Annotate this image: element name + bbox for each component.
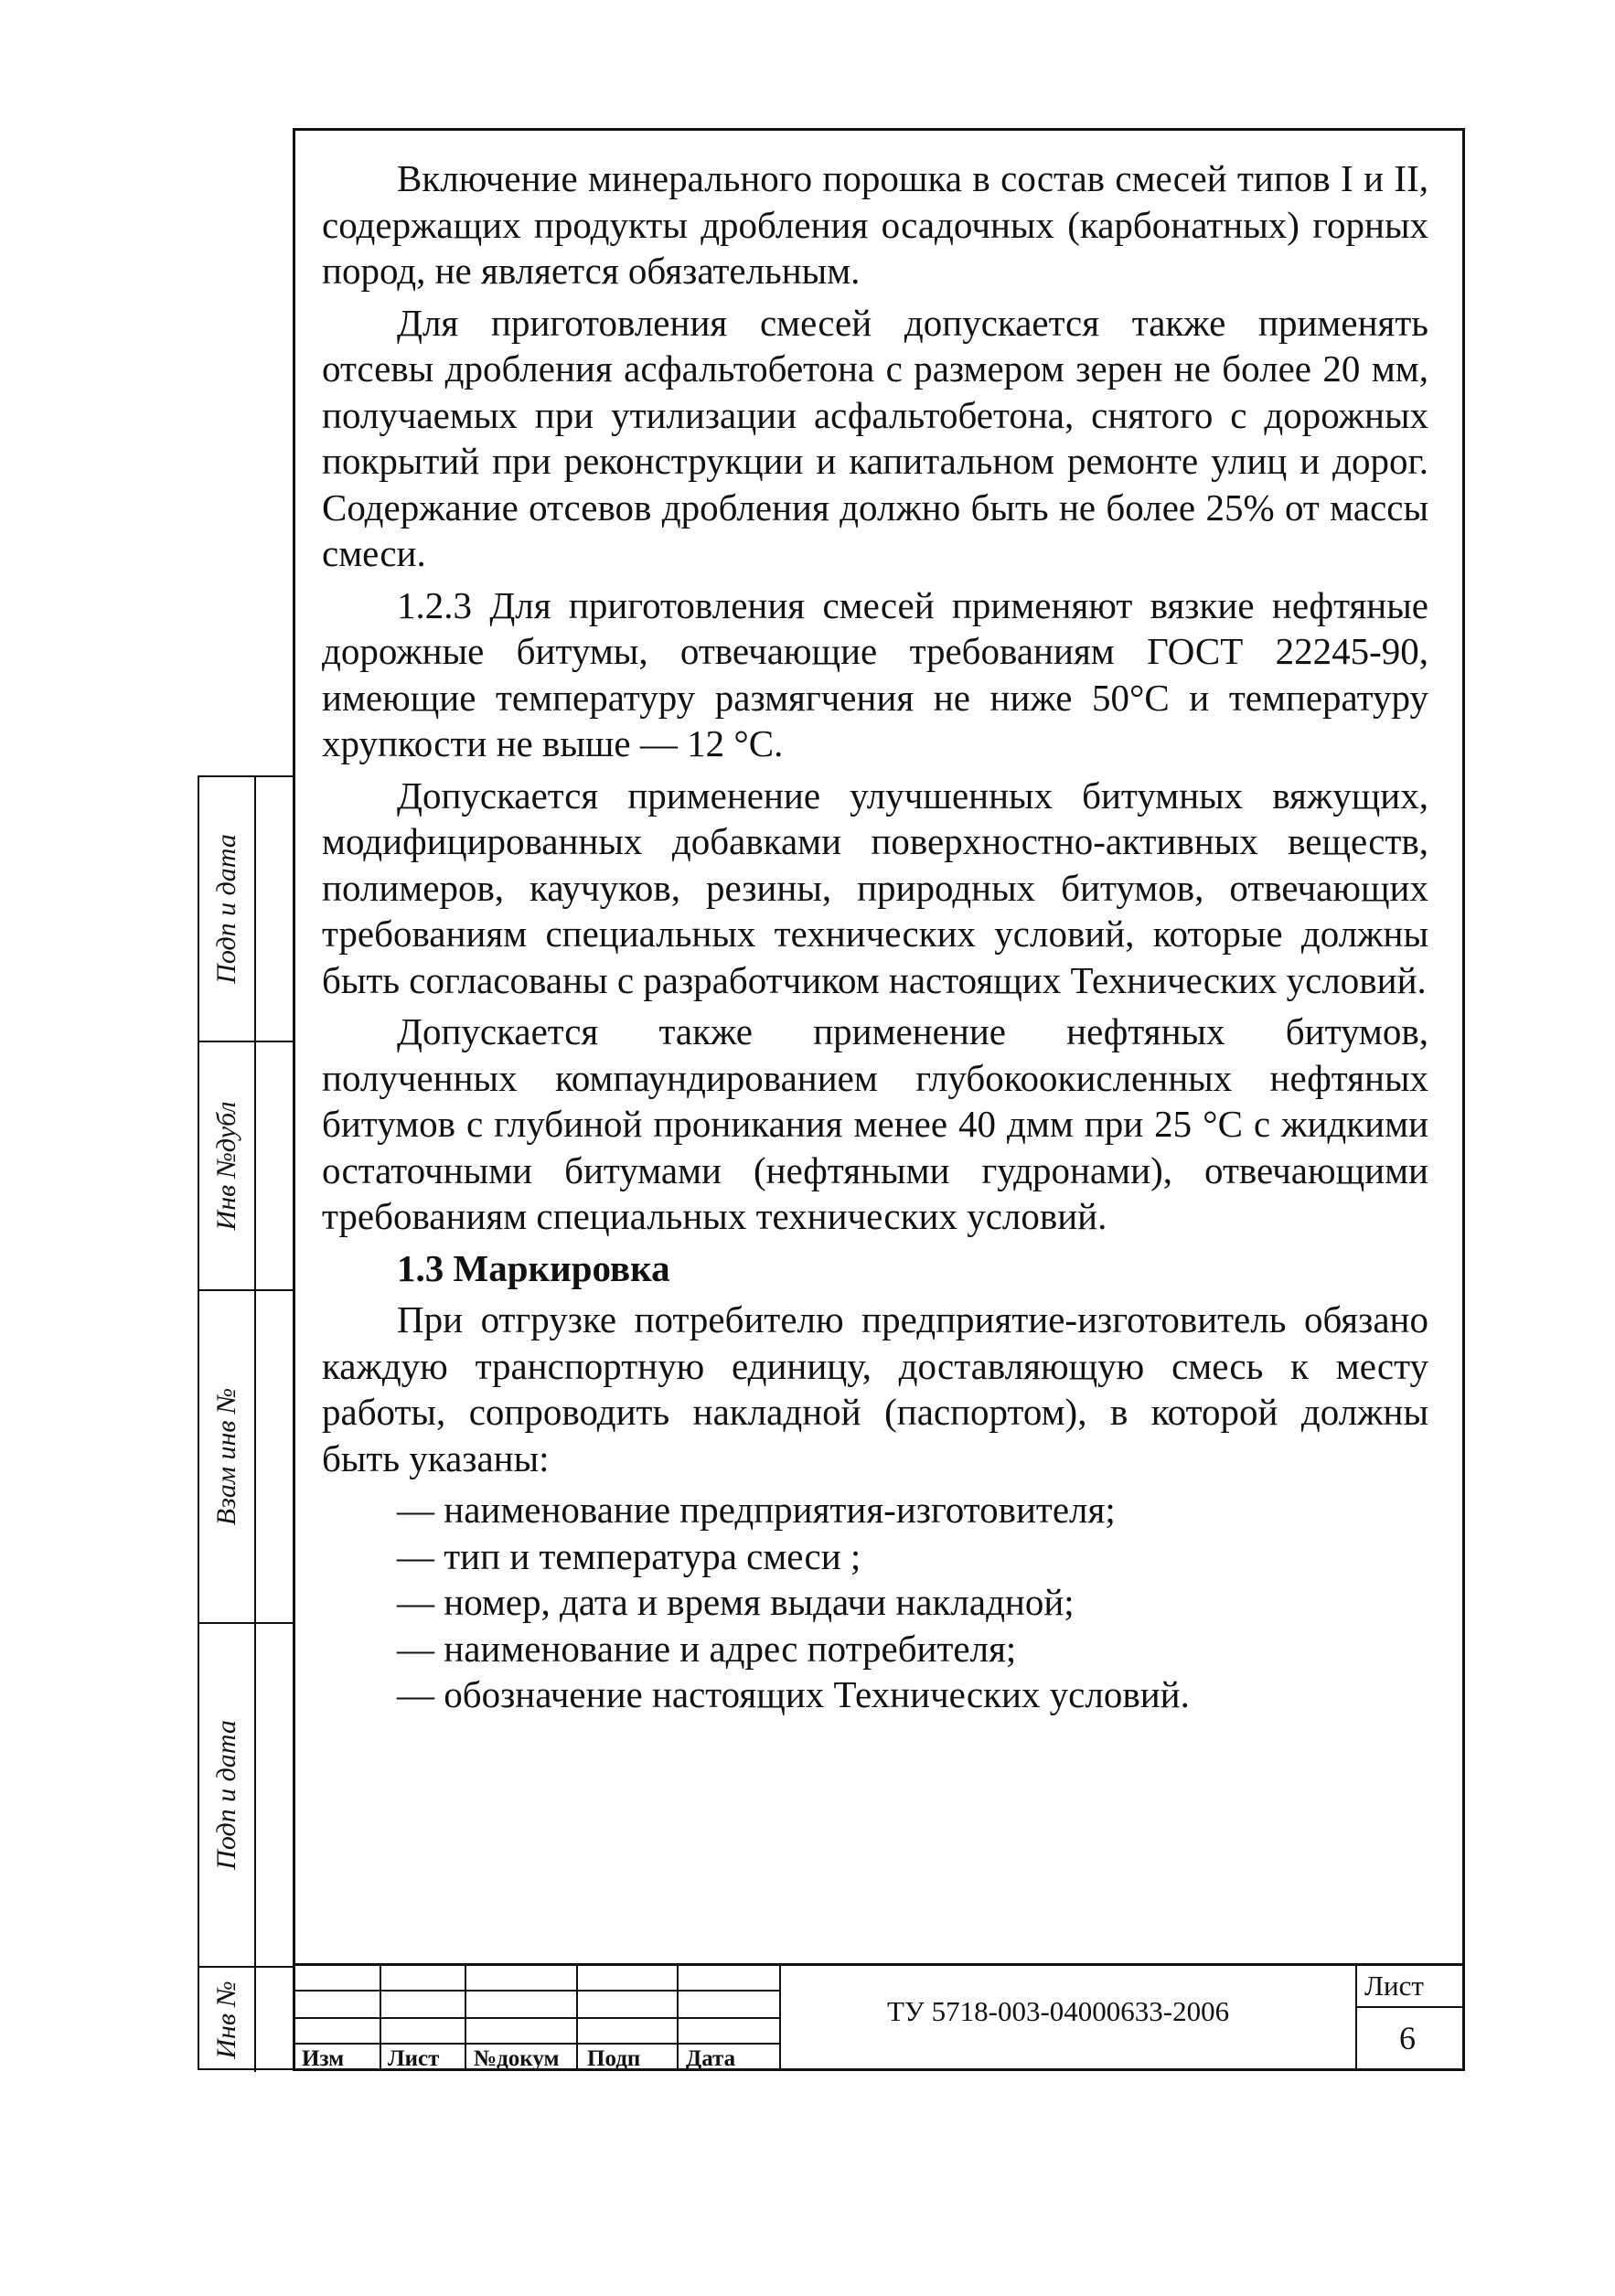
sheet-label: Лист	[1364, 1970, 1424, 2002]
stamp-label-date: Дата	[686, 2046, 736, 2071]
side-cell-inv	[199, 1966, 293, 2072]
list-item: — наименование предприятия-изготовителя;	[397, 1489, 1116, 1531]
list-item: — тип и температура смеси ;	[397, 1534, 861, 1577]
list-item: — наименование и адрес потребителя;	[397, 1627, 1017, 1670]
paragraph-4: Допускается применение улучшенных битумных вяжущих, модифицированных добавками поверхностно-активных веществ, полимеров, каучуков, резины, природных битумов, отвечающих требованиям специальных технических условий, которые должны быть согласованы с разработчиком настоящих Технических условий.	[322, 774, 1428, 1001]
stamp-label-signature: Подп	[587, 2046, 641, 2071]
side-cell-sign-date-2	[199, 1622, 293, 1966]
side-cell-dup-inv	[199, 1041, 293, 1289]
section-heading: 1.3 Маркировка	[397, 1246, 670, 1289]
side-cell-sign-date	[199, 777, 293, 1041]
list-item: — номер, дата и время выдачи накладной;	[397, 1581, 1075, 1623]
side-label: Подп и дата	[211, 1720, 241, 1870]
side-label: Инв №дубл	[211, 1101, 241, 1231]
document-code: ТУ 5718-003-04000633-2006	[887, 1995, 1230, 2027]
side-label: Подп и дата	[211, 834, 241, 984]
side-cell-replace-inv	[199, 1289, 293, 1622]
document-body	[322, 155, 1428, 1718]
paragraph-2: Для приготовления смесей допускается также применять отсевы дробления асфальтобетона с размером зерен не более 20 мм, получаемых при утилизации асфальтобетона, снятого с дорожных покрытий при реконструкции и капитальном ремонте улиц и дорог. Содержание отсевов дробления должно быть не более 25% от массы смеси.	[322, 301, 1428, 574]
stamp-label-sheet: Лист	[388, 2046, 440, 2071]
stamp-label-doc-number: №докум	[474, 2046, 560, 2071]
paragraph-1: Включение минерального порошка в состав смесей типов I и II, содержащих продукты дробления осадочных (карбонатных) горных пород, не является обязательным.	[322, 157, 1428, 292]
paragraph-6: При отгрузке потребителю предприятие-изготовитель обязано каждую транспортную единицу, доставляющую смесь к месту работы, сопроводить накладной (паспортом), в которой должны быть указаны:	[322, 1298, 1428, 1479]
title-block	[293, 1963, 1465, 2071]
side-label: Взам инв №	[211, 1387, 241, 1526]
sheet-number: 6	[1399, 2020, 1416, 2056]
side-label: Инв №	[211, 1981, 241, 2059]
stamp-label-change: Изм	[302, 2046, 345, 2071]
side-stamp-strip	[198, 775, 293, 2070]
list-item: — обозначение настоящих Технических условий.	[397, 1673, 1190, 1715]
requirements-list	[322, 1487, 1428, 1718]
paragraph-3: 1.2.3 Для приготовления смесей применяют вязкие нефтяные дорожные битумы, отвечающие требованиям ГОСТ 22245-90, имеющие температуру размягчения не ниже 50°С и температуру хрупкости не выше — 12 °С.	[322, 583, 1428, 764]
paragraph-5: Допускается также применение нефтяных битумов, полученных компаундированием глубокоокисленных нефтяных битумов с глубиной проникания менее 40 дмм при 25 °С с жидкими остаточными битумами (нефтяными гудронами), отвечающими требованиям специальных технических условий.	[322, 1010, 1428, 1237]
